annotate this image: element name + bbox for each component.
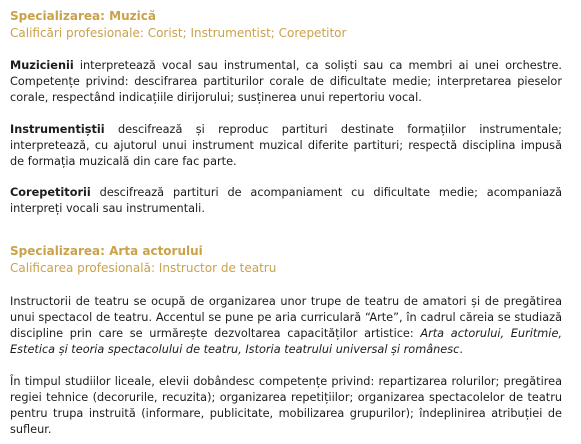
term-muzicienii: Muzicienii [10,59,74,72]
paragraph-corepetitorii-text: descifrează partituri de acompaniament cu dificultate medie; acompaniază interpreți vocali sau instrumentali. [10,186,562,215]
disciplines-list: Arta actorului, Euritmie, Estetica și teoria spectacolului de teatru, Istoria teatrului universal și românesc [10,327,562,356]
paragraph-competente-text: În timpul studiilor liceale, elevii dobândesc competențe privind: repartizarea rolurilor; pregătirea regiei tehnice (decorurile, recuzita); organizarea repetițiilor; organizarea spectacolelor de teatru pentru trupa instruită (informare, publicitate, mobilizarea grupurilor); îndeplinirea atribuției de sufleur. [10,375,562,436]
paragraph-instrumentistii [10,122,562,170]
paragraph-instructorii [10,294,562,358]
paragraph-instructorii-end: . [459,343,463,356]
section-subtitle-arta-actorului: Calificarea profesională: Instructor de teatru [10,261,277,275]
section-subtitle-muzica: Calificări profesionale: Corist; Instrumentist; Corepetitor [10,26,347,40]
section-title-muzica: Specializarea: Muzică [10,9,156,23]
paragraph-corepetitorii [10,185,562,217]
paragraph-muzicienii [10,58,562,106]
term-instrumentistii: Instrumentiștii [10,123,105,136]
term-corepetitorii: Corepetitorii [10,186,91,199]
paragraph-instrumentistii-text: descifrează și reproduc partituri destinate formațiilor instrumentale; interpretează, cu ajutorul unui instrument muzical diferite partituri; respectă disciplina impusă de formația muzicală din care fac parte. [10,123,562,168]
section-title-arta-actorului: Specializarea: Arta actorului [10,244,203,258]
paragraph-instructorii-text: Instructorii de teatru se ocupă de organizarea unor trupe de teatru de amatori și de pregătirea unui spectacol de teatru. Accentul se pune pe aria curriculară “Arte”, în cadrul căreia se studiază discipline prin care se urmărește dezvoltarea capacităților artistice: [10,295,562,340]
paragraph-competente [10,374,562,438]
paragraph-muzicienii-text: interpretează vocal sau instrumental, ca soliști sau ca membri ai unei orchestre. Competențe privind: descifrarea partiturilor corale de dificultate medie; interpretarea pieselor corale, respectând indicațiile dirijorului; susținerea unui repertoriu vocal. [10,59,562,104]
